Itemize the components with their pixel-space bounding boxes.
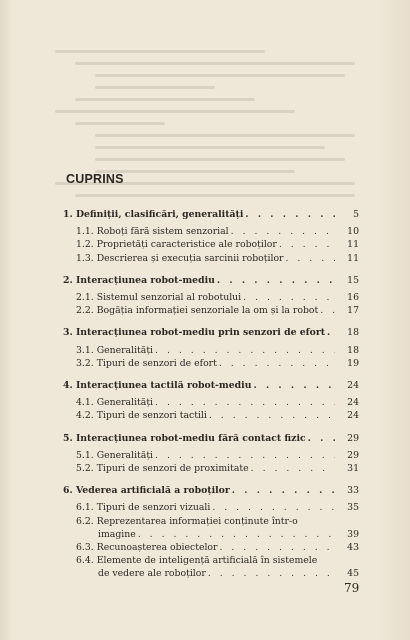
toc-entry-label: 3.2. Tipuri de senzori de efort [76, 357, 217, 369]
toc-section-entry [63, 252, 359, 265]
dot-leader [231, 225, 335, 238]
dot-leader [219, 357, 335, 370]
toc-section-entry [63, 396, 359, 409]
toc-page-number: 43 [347, 542, 359, 554]
toc-entry-label: 1.3. Descrierea și execuția sarcinii roboților [76, 252, 284, 264]
toc-entry-label: 6.2. Reprezentarea informației conținute într-o [76, 515, 298, 527]
toc-entry-label: 2. Interacțiunea robot-mediu [63, 274, 215, 286]
toc-page-number: 17 [347, 305, 359, 317]
toc-page-number: 10 [347, 226, 359, 238]
dot-leader [232, 484, 335, 497]
toc-entry-label: 5.2. Tipuri de senzori de proximitate [76, 463, 249, 475]
toc-chapter-entry [63, 484, 359, 497]
dot-leader [155, 344, 335, 357]
toc-page-number: 31 [347, 463, 359, 475]
toc-entry-label-continued: de vedere ale roboților [98, 568, 206, 580]
toc-chapter-entry [63, 432, 359, 445]
toc-chapter-entry [63, 379, 359, 392]
toc-section-entry [63, 225, 359, 238]
toc-page-number: 11 [347, 239, 359, 251]
toc-entry-label: 3. Interacțiunea robot-mediu prin senzori de efort [63, 327, 326, 339]
toc-entry-label-continued: imagine [98, 528, 136, 540]
toc-page-number: 18 [347, 344, 359, 356]
toc-entry-label: 4.1. Generalități [76, 397, 154, 409]
toc-page-number: 24 [347, 380, 359, 392]
dot-leader [251, 462, 335, 475]
toc-entry-label: 2.2. Bogăția informației senzoriale la om și la robot [76, 305, 319, 317]
dot-leader [243, 291, 335, 304]
toc-chapter-entry [63, 208, 359, 221]
dot-leader [219, 541, 335, 554]
toc-section-entry [63, 238, 359, 251]
toc-entry-label: 6.4. Elemente de inteligență artificială în sistemele [76, 555, 318, 567]
toc-page-number: 45 [347, 568, 359, 580]
toc-page-number: 15 [347, 274, 359, 286]
toc-section-entry [63, 501, 359, 514]
dot-leader [279, 238, 335, 251]
toc-page-number: 24 [347, 410, 359, 422]
toc-page-number: 11 [347, 252, 359, 264]
toc-page-number: 33 [347, 485, 359, 497]
toc-page-number: 29 [347, 432, 359, 444]
dot-leader [308, 432, 335, 445]
toc-page-number: 39 [347, 528, 359, 540]
toc-entry-label: 1.2. Proprietăți caracteristice ale roboților [76, 239, 277, 251]
dot-leader [217, 274, 335, 287]
dot-leader [327, 326, 335, 339]
toc-section-entry [63, 344, 359, 357]
toc-section-entry [63, 291, 359, 304]
dot-leader [209, 409, 335, 422]
toc-section-entry [63, 409, 359, 422]
toc-entry-label: 6.1. Tipuri de senzori vizuali [76, 502, 211, 514]
toc-section-entry [63, 462, 359, 475]
toc-chapter-entry [63, 326, 359, 339]
toc-section-entry [63, 449, 359, 462]
toc-entry-label: 4. Interacțiunea tactilă robot-mediu [63, 380, 252, 392]
toc-entry-label: 2.1. Sistemul senzorial al robotului [76, 292, 242, 304]
toc-page-number: 19 [347, 357, 359, 369]
dot-leader [138, 528, 335, 541]
toc-section-entry [63, 541, 359, 554]
toc-page-number: 16 [347, 292, 359, 304]
toc-page-number: 18 [347, 327, 359, 339]
toc-entry-label: 3.1. Generalități [76, 344, 154, 356]
dot-leader [285, 252, 335, 265]
toc-section-entry [63, 515, 359, 541]
toc-page-number: 5 [353, 209, 359, 220]
dot-leader [320, 304, 335, 317]
toc-page-number: 29 [347, 449, 359, 461]
dot-leader [253, 379, 335, 392]
toc-entry-label: 1.1. Roboți fără sistem senzorial [76, 226, 229, 238]
toc-entry-label: 6.3. Recunoașterea obiectelor [76, 542, 218, 554]
bleed-through-text [55, 50, 385, 220]
toc-entry-label: 1. Definiții, clasificări, generalități [63, 209, 244, 220]
dot-leader [212, 501, 335, 514]
dot-leader [155, 449, 335, 462]
toc-chapter-entry [63, 274, 359, 287]
toc-section-entry [63, 304, 359, 317]
dot-leader [155, 396, 335, 409]
dot-leader [208, 567, 335, 580]
toc-entry-label: 4.2. Tipuri de senzori tactili [76, 410, 207, 422]
toc-page-number: 24 [347, 397, 359, 409]
toc-entry-label: 6. Vederea artificială a roboților [63, 485, 230, 497]
toc-entry-label: 5. Interacțiunea robot-mediu fără contact fizic [63, 432, 306, 444]
toc-section-entry [63, 554, 359, 580]
toc-section-entry [63, 357, 359, 370]
toc-entry-label: 5.1. Generalități [76, 449, 154, 461]
toc-page-number: 35 [347, 502, 359, 514]
table-of-contents [63, 208, 359, 581]
page-title: CUPRINS [66, 172, 124, 186]
page-number: 79 [344, 581, 360, 595]
dot-leader [245, 208, 335, 221]
